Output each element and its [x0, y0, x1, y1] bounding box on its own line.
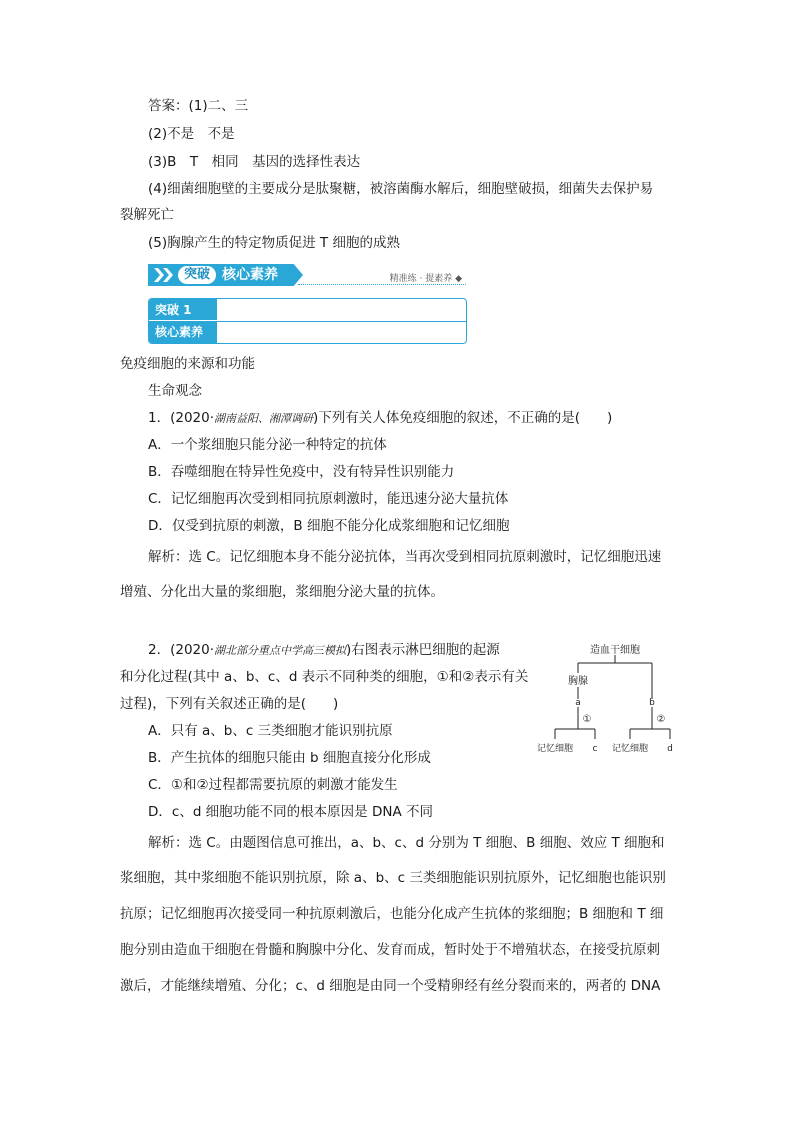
q2-option-a: A．只有 a、b、c 三类细胞才能识别抗原 — [148, 723, 393, 739]
banner-right-text: 精准练 · 提素养 ◆ — [389, 274, 462, 284]
q2-option-c: C．①和②过程都需要抗原的刺激才能发生 — [148, 777, 398, 793]
diagram-a: a — [575, 698, 581, 708]
q2-analysis-3: 抗原；记忆细胞再次接受同一种抗原刺激后，也能分化成产生抗体的浆细胞；B 细胞和 T 细 — [120, 906, 664, 922]
answer-line-4b: 裂解死亡 — [120, 207, 174, 223]
q1-stem-text: )下列有关人体免疫细胞的叙述，不正确的是( ) — [313, 410, 613, 426]
q2-source: 湖北部分重点中学高三模拟 — [214, 644, 347, 657]
diagram-root: 造血干细胞 — [590, 645, 640, 656]
answer-line-3: (3)B T 相同 基因的选择性表达 — [148, 154, 361, 170]
q2-analysis-2: 浆细胞，其中浆细胞不能识别抗原，除 a、b、c 三类细胞能识别抗原外，记忆细胞也能识别 — [120, 870, 666, 886]
q1-stem — [148, 409, 612, 428]
q1-option-d: D．仅受到抗原的刺激，B 细胞不能分化成浆细胞和记忆细胞 — [148, 518, 510, 534]
q1-number: 1．(2020· — [148, 410, 215, 426]
q1-option-b: B．吞噬细胞在特异性免疫中，没有特异性识别能力 — [148, 464, 455, 480]
q2-stem-3: 过程)，下列有关叙述正确的是( ) — [120, 696, 339, 712]
q1-source: 湖南益阳、湘潭调研 — [214, 412, 314, 425]
q2-analysis-4: 胞分别由造血干细胞在骨髓和胸腺中分化、发育而成，暂时处于不增殖状态，在接受抗原刺 — [120, 942, 660, 958]
banner-badge: 突破 — [178, 266, 216, 284]
q2-number: 2．(2020· — [148, 642, 215, 658]
diagram-memory-right: 记忆细胞 — [611, 744, 649, 754]
diagram-thymus: 胸腺 — [568, 676, 588, 687]
answer-line-1: 答案：(1)二、三 — [148, 98, 249, 114]
answer-line-5: (5)胸腺产生的特定物质促进 T 细胞的成熟 — [148, 235, 400, 251]
diagram-process-2: ② — [656, 714, 666, 725]
q2-analysis-1: 解析：选 C。由题图信息可推出，a、b、c、d 分别为 T 细胞、B 细胞、效应 T 细胞和 — [148, 835, 665, 851]
q2-stem-1 — [148, 641, 500, 660]
section-title: 免疫细胞的来源和功能 — [120, 356, 255, 372]
diagram-b: b — [649, 698, 655, 708]
answer-line-2: (2)不是 不是 — [148, 126, 235, 142]
q2-option-d: D．c、d 细胞功能不同的根本原因是 DNA 不同 — [148, 804, 433, 820]
answer-line-4a: (4)细菌细胞壁的主要成分是肽聚糖，被溶菌酶水解后，细胞壁破损，细菌失去保护易 — [148, 181, 654, 197]
section-subtitle: 生命观念 — [148, 383, 202, 399]
box-row-2 — [149, 321, 466, 343]
diagram-process-1: ① — [582, 714, 592, 725]
banner-title: 核心素养 — [222, 267, 278, 283]
box-label-2: 核心素养 — [149, 321, 217, 343]
lymphocyte-diagram — [535, 643, 695, 763]
section-banner — [148, 264, 466, 288]
q1-analysis-1: 解析：选 C。记忆细胞本身不能分泌抗体，当再次受到相同抗原刺激时，记忆细胞迅速 — [148, 549, 662, 565]
box-row-1 — [149, 299, 466, 322]
diagram-memory-left: 记忆细胞 — [536, 744, 574, 754]
q2-stem-2: 和分化过程(其中 a、b、c、d 表示不同种类的细胞，①和②表示有关 — [120, 669, 529, 685]
box-label-1: 突破 1 — [149, 299, 217, 321]
q2-stem-text-1: )右图表示淋巴细胞的起源 — [346, 642, 500, 658]
q2-analysis-5: 激后，才能继续增殖、分化；c、d 细胞是由同一个受精卵经有丝分裂而来的，两者的 DNA — [120, 978, 661, 994]
breakthrough-box — [148, 298, 467, 344]
diagram-c: c — [592, 744, 598, 754]
q1-analysis-2: 增殖、分化出大量的浆细胞，浆细胞分泌大量的抗体。 — [120, 584, 444, 600]
q1-option-a: A．一个浆细胞只能分泌一种特定的抗体 — [148, 437, 387, 453]
q2-option-b: B．产生抗体的细胞只能由 b 细胞直接分化形成 — [148, 750, 431, 766]
q1-option-c: C．记忆细胞再次受到相同抗原刺激时，能迅速分泌大量抗体 — [148, 491, 509, 507]
diagram-d: d — [667, 744, 673, 754]
banner-divider — [298, 284, 466, 285]
